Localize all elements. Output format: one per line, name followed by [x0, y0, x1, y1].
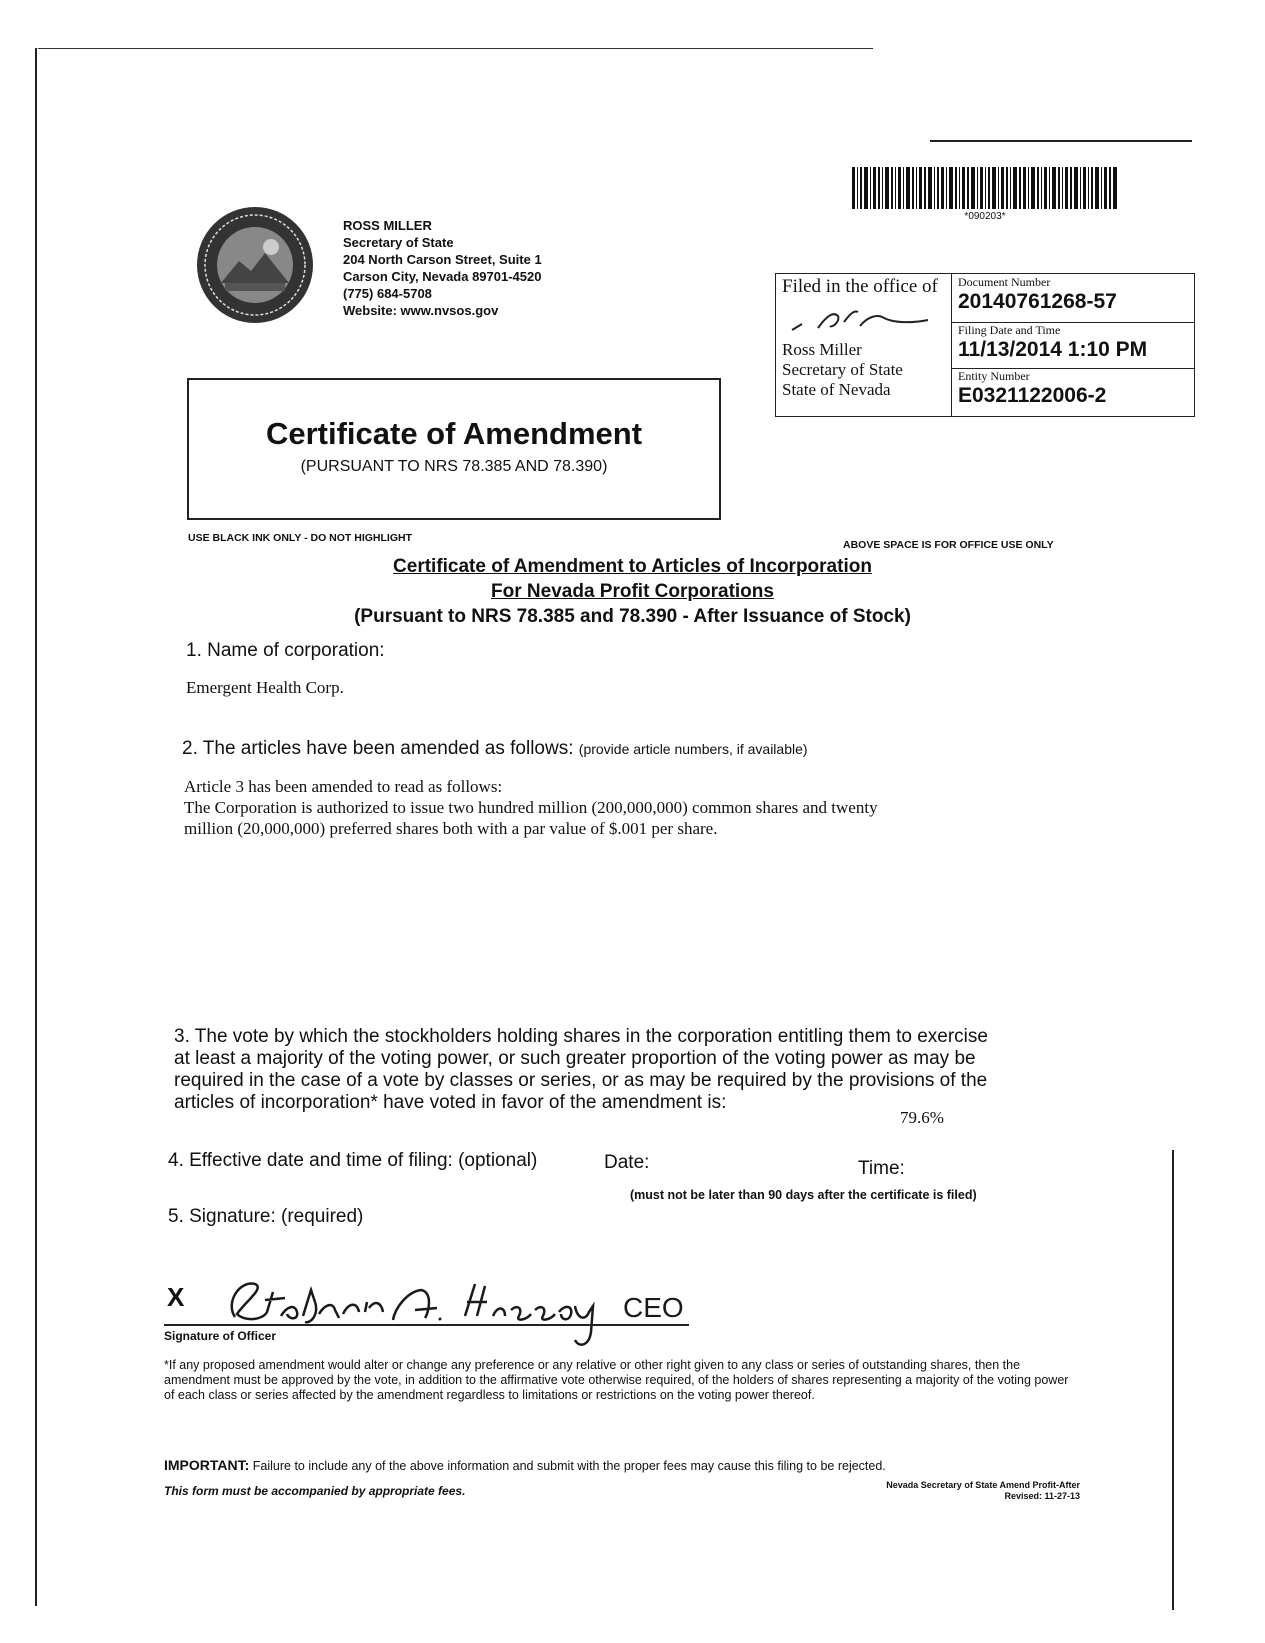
issuer-block: [343, 217, 542, 319]
issuer-website: Website: www.nvsos.gov: [343, 303, 499, 318]
left-border-line: [35, 48, 37, 1606]
form-identifier-line-1: Nevada Secretary of State Amend Profit-After: [886, 1480, 1080, 1490]
filed-label: Filed in the office of: [782, 276, 938, 297]
top-right-rule: [930, 140, 1192, 142]
filing-date-label: Filing Date and Time: [958, 323, 1061, 337]
form-header-line-1: Certificate of Amendment to Articles of Incorporation: [393, 556, 872, 577]
barcode-id: *090203*: [964, 211, 1006, 222]
top-border-line: [38, 48, 873, 49]
document-number-cell: [958, 275, 1190, 314]
use-black-ink-note: USE BLACK INK ONLY - DO NOT HIGHLIGHT: [188, 532, 413, 544]
issuer-address-1: 204 North Carson Street, Suite 1: [343, 252, 542, 267]
filing-date: 11/13/2014 1:10 PM: [958, 338, 1148, 361]
filed-name: Ross Miller: [782, 340, 862, 359]
form-header-line-3: (Pursuant to NRS 78.385 and 78.390 - After Issuance of Stock): [354, 606, 911, 627]
vote-line-2: at least a majority of the voting power, or such greater proportion of the voting power as may be: [174, 1048, 976, 1069]
effective-date-field: Date:: [604, 1152, 650, 1173]
document-number-label: Document Number: [958, 275, 1051, 289]
articles-amended-hint: (provide article numbers, if available): [578, 741, 808, 757]
certificate-title-box: [187, 378, 721, 520]
stockholder-vote-statement: [174, 1026, 988, 1114]
articles-line-1: Article 3 has been amended to read as follows:: [184, 777, 503, 796]
vote-line-1: 3. The vote by which the stockholders holding shares in the corporation entitling them to exercise: [174, 1026, 988, 1047]
signature-caption: Signature of Officer: [164, 1329, 277, 1343]
articles-amended-text: 2. The articles have been amended as follows:: [182, 738, 574, 759]
signature-title: CEO: [623, 1292, 684, 1323]
issuer-phone: (775) 684-5708: [343, 286, 432, 301]
filed-title: Secretary of State: [782, 360, 903, 379]
issuer-name: ROSS MILLER: [343, 218, 432, 233]
signature-x-mark: X: [167, 1282, 185, 1312]
important-notice: [164, 1457, 1084, 1473]
fees-notice: This form must be accompanied by appropriate fees.: [164, 1484, 466, 1498]
officer-signature-image: [215, 1262, 815, 1352]
entity-number-cell: [952, 368, 1194, 408]
barcode-icon: [852, 167, 1117, 209]
issuer-address-2: Carson City, Nevada 89701-4520: [343, 269, 542, 284]
vote-percentage: 79.6%: [900, 1108, 944, 1127]
filed-office-names: [782, 340, 903, 400]
effective-time-field: Time:: [858, 1158, 905, 1179]
certificate-subtitle: (PURSUANT TO NRS 78.385 AND 78.390): [300, 458, 608, 475]
corporation-name-label: 1. Name of corporation:: [186, 640, 385, 661]
document-number: 20140761268-57: [958, 290, 1117, 313]
effective-date-label: 4. Effective date and time of filing: (optional): [168, 1150, 538, 1171]
form-header-line-2: For Nevada Profit Corporations: [491, 581, 774, 602]
form-identifier: [790, 1480, 1080, 1502]
form-identifier-line-2: Revised: 11-27-13: [1004, 1491, 1080, 1501]
important-text: Failure to include any of the above information and submit with the proper fees may cause this filing to be rejected.: [252, 1459, 886, 1473]
issuer-title: Secretary of State: [343, 235, 454, 250]
filed-office-panel: [776, 274, 952, 416]
articles-line-3: million (20,000,000) preferred shares both with a par value of $.001 per share.: [184, 819, 718, 838]
entity-number-label: Entity Number: [958, 369, 1030, 383]
corporation-name-value: Emergent Health Corp.: [186, 678, 344, 697]
office-use-note: ABOVE SPACE IS FOR OFFICE USE ONLY: [843, 539, 1054, 551]
certificate-title: Certificate of Amendment: [265, 416, 643, 451]
effective-date-note: (must not be later than 90 days after the certificate is filed): [630, 1188, 977, 1202]
filing-stamp-box: [775, 273, 1195, 417]
articles-amendment-text: [184, 776, 878, 839]
filing-date-cell: [952, 322, 1194, 362]
vote-line-3: required in the case of a vote by classes or series, or as may be required by the provisions of the: [174, 1070, 988, 1091]
filed-state: State of Nevada: [782, 380, 891, 399]
vote-line-4: articles of incorporation* have voted in favor of the amendment is:: [174, 1092, 727, 1113]
nevada-seal-icon: [195, 205, 315, 325]
secretary-signature-image: [788, 304, 938, 334]
right-border-line: [1172, 1150, 1174, 1610]
important-label: IMPORTANT:: [164, 1457, 250, 1473]
articles-amended-label: [182, 738, 808, 760]
signature-line: [164, 1324, 689, 1326]
articles-line-2: The Corporation is authorized to issue two hundred million (200,000,000) common shares and twenty: [184, 798, 878, 817]
entity-number: E0321122006-2: [958, 384, 1107, 407]
amendment-footnote: *If any proposed amendment would alter or change any preference or any relative or other right given to any class or series of outstanding shares, then the amendment must be approved by the vote, in addition to the affirmative vote otherwise required, of the holders of shares representing a majority of the voting power of each class or series affected by the amendment regardless to limitations or restrictions on the voting power thereof.: [164, 1358, 1069, 1402]
signature-required-label: 5. Signature: (required): [168, 1206, 364, 1227]
